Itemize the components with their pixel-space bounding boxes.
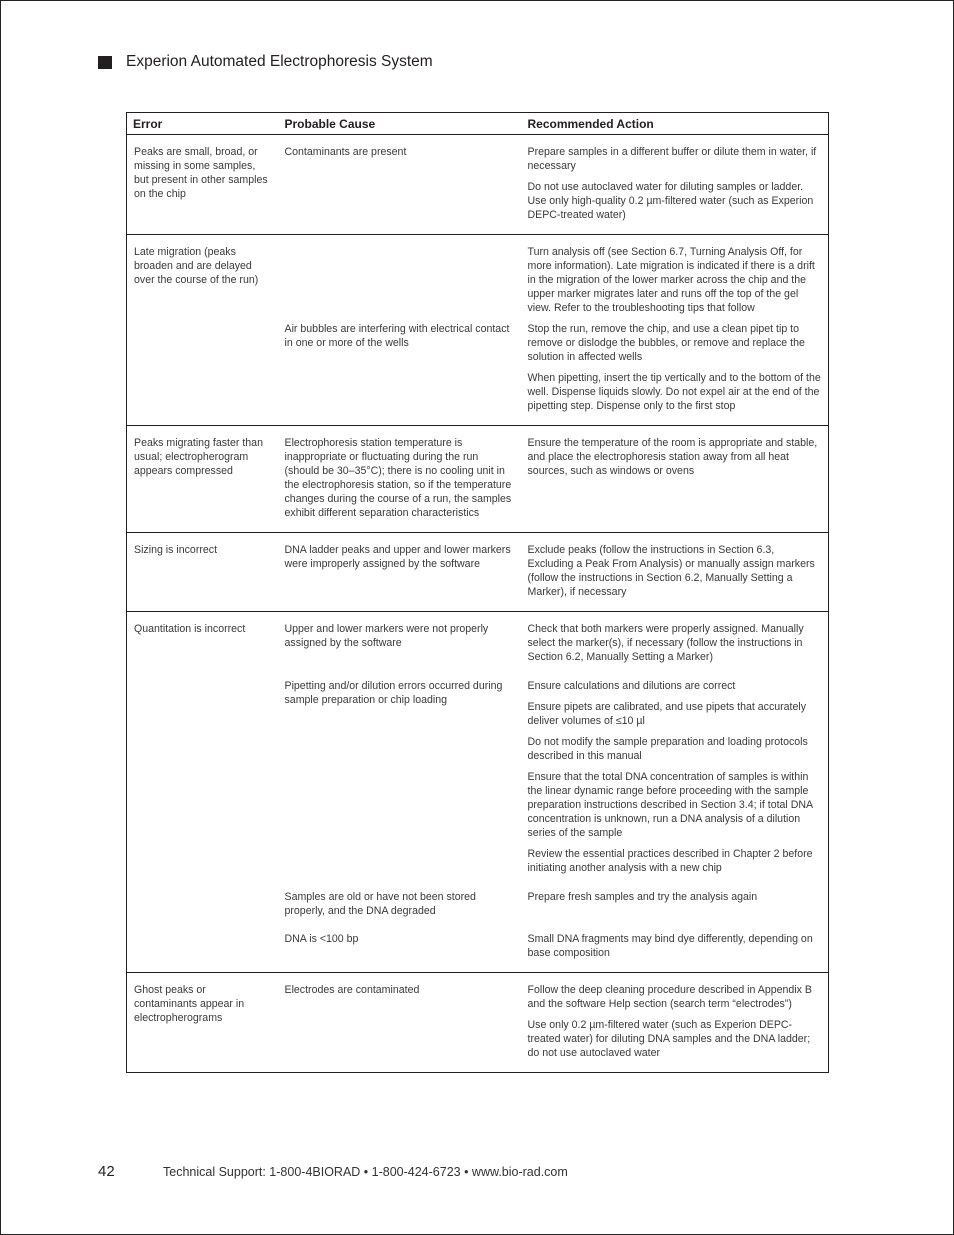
cause-cell: Electrophoresis station temperature is inappropriate or fluctuating during the run (should be 30–35°C); there is no cooling unit in the electrophoresis station, so if the temperature changes during the course of a run, the samples exhibit different separation characteristics	[278, 426, 521, 533]
action-cell	[521, 319, 829, 426]
table-row	[127, 135, 829, 235]
cause-cell: Pipetting and/or dilution errors occurred during sample preparation or chip loading	[284, 680, 503, 706]
error-cell	[127, 885, 278, 926]
header-title: Experion Automated Electrophoresis System	[126, 53, 433, 70]
table-row	[127, 235, 829, 320]
column-header-action: Recommended Action	[521, 113, 829, 135]
column-header-error: Error	[127, 113, 278, 135]
action-item: Prepare fresh samples and try the analysis again	[527, 891, 758, 903]
table-row	[127, 674, 829, 885]
troubleshooting-table	[126, 112, 829, 1073]
action-item: Review the essential practices described in Chapter 2 before initiating another analysis with a new chip	[527, 848, 813, 874]
table-row	[127, 319, 829, 426]
cause-cell: Contaminants are present	[278, 135, 521, 235]
header-square-icon	[98, 56, 112, 69]
table-row	[127, 926, 829, 973]
error-cell: Late migration (peaks broaden and are delayed over the course of the run)	[134, 246, 259, 286]
error-cell	[127, 926, 278, 973]
table-row	[127, 426, 829, 533]
action-item: Ensure pipets are calibrated, and use pipets that accurately deliver volumes of ≤10 µl	[527, 701, 807, 727]
table-row	[127, 973, 829, 1073]
cause-cell: DNA ladder peaks and upper and lower markers were improperly assigned by the software	[278, 533, 521, 612]
action-item: Exclude peaks (follow the instructions in Section 6.3, Excluding a Peak From Analysis) or manually assign markers (follow the instructions in Section 6.2, Manually Setting a Marker), if necessary	[527, 544, 815, 598]
column-header-cause: Probable Cause	[278, 113, 521, 135]
action-cell	[521, 235, 829, 320]
table-row	[127, 533, 829, 612]
action-item: Do not use autoclaved water for diluting samples or ladder. Use only high-quality 0.2 µm-filtered water (such as Experion DEPC-treated water)	[527, 181, 814, 221]
action-cell	[521, 135, 829, 235]
cause-cell: Electrodes are contaminated	[284, 984, 420, 996]
action-item: Ensure that the total DNA concentration of samples is within the linear dynamic range before proceeding with the sample preparation instructions described in Section 3.4; if total DNA concentration is unknown, run a DNA analysis of a dilution series of the sample	[527, 771, 813, 839]
action-item: Ensure the temperature of the room is appropriate and stable, and place the electrophoresis station away from all heat sources, such as windows or ovens	[527, 437, 818, 477]
action-cell	[521, 926, 829, 973]
action-item: When pipetting, insert the tip vertically and to the bottom of the well. Dispense liquids slowly. Do not expel air at the end of the pipetting step. Dispense only to the first stop	[527, 372, 821, 412]
cause-cell: Upper and lower markers were not properly assigned by the software	[284, 623, 489, 649]
error-cell: Quantitation is incorrect	[134, 623, 246, 635]
table-header-row	[127, 113, 829, 135]
action-cell	[521, 885, 829, 926]
support-line: Technical Support: 1-800-4BIORAD • 1-800-424-6723 • www.bio-rad.com	[163, 1165, 568, 1179]
action-item: Use only 0.2 µm-filtered water (such as Experion DEPC-treated water) for diluting DNA samples and the DNA ladder; do not use autoclaved water	[527, 1019, 811, 1059]
error-cell	[127, 319, 278, 426]
action-item: Check that both markers were properly assigned. Manually select the marker(s), if necessary (follow the instructions in Section 6.2, Manually Setting a Marker)	[527, 623, 804, 663]
table-row	[127, 612, 829, 675]
cause-cell: DNA is <100 bp	[278, 926, 521, 973]
running-header	[98, 52, 433, 72]
action-item: Small DNA fragments may bind dye differently, depending on base composition	[527, 933, 813, 959]
action-item: Prepare samples in a different buffer or dilute them in water, if necessary	[527, 146, 817, 172]
action-cell	[521, 533, 829, 612]
error-cell: Ghost peaks or contaminants appear in electropherograms	[134, 984, 245, 1024]
page-footer	[98, 1163, 568, 1180]
action-item: Stop the run, remove the chip, and use a clean pipet tip to remove or dislodge the bubbles, or remove and replace the solution in affected wells	[527, 323, 805, 363]
action-cell	[521, 612, 829, 675]
action-item: Turn analysis off (see Section 6.7, Turning Analysis Off, for more information). Late migration is indicated if there is a drift in the migration of the lower marker across the chip and the upper marker migrates later and runs off the top of the gel view. Refer to the troubleshooting tips that follow	[527, 246, 815, 314]
error-cell: Sizing is incorrect	[127, 533, 278, 612]
error-cell: Peaks are small, broad, or missing in some samples, but present in other samples on the chip	[127, 135, 278, 235]
cause-cell: Samples are old or have not been stored properly, and the DNA degraded	[284, 891, 476, 917]
action-item: Follow the deep cleaning procedure described in Appendix B and the software Help section (search term “electrodes”)	[527, 984, 812, 1010]
cause-cell	[278, 235, 521, 320]
action-cell	[521, 973, 829, 1073]
action-cell	[521, 426, 829, 533]
action-cell	[521, 674, 829, 885]
error-cell	[127, 674, 278, 885]
error-cell: Peaks migrating faster than usual; electropherogram appears compressed	[127, 426, 278, 533]
page-number: 42	[98, 1163, 115, 1180]
action-item: Do not modify the sample preparation and loading protocols described in this manual	[527, 736, 808, 762]
cause-cell: Air bubbles are interfering with electrical contact in one or more of the wells	[278, 319, 521, 426]
action-item: Ensure calculations and dilutions are correct	[527, 680, 736, 692]
table-row	[127, 885, 829, 926]
